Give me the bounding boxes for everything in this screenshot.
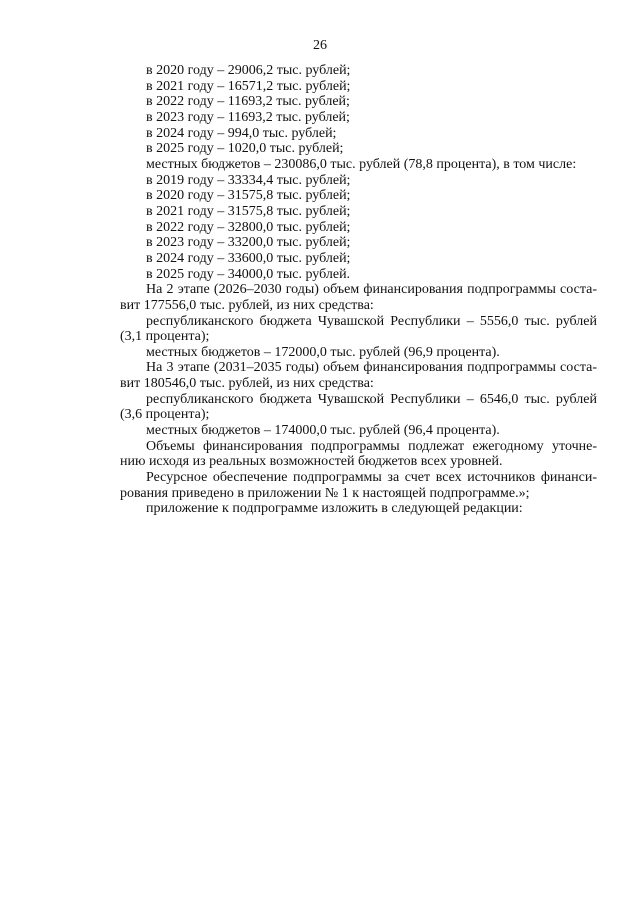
text-line: в 2021 году – 31575,8 тыс. рублей; — [146, 203, 351, 219]
paragraph-line: приложение к подпрограмме изложить в следующей редакции: — [146, 501, 523, 517]
paragraph-line: рования приведено в приложении № 1 к настоящей подпрограмме.»; — [120, 485, 530, 501]
paragraph-line: местных бюджетов – 172000,0 тыс. рублей (96,9 процента). — [146, 344, 500, 360]
text-line: в 2019 году – 33334,4 тыс. рублей; — [146, 172, 351, 188]
text-line: в 2020 году – 31575,8 тыс. рублей; — [146, 188, 351, 204]
text-line: в 2022 году – 11693,2 тыс. рублей; — [146, 94, 350, 110]
paragraph-line: местных бюджетов – 174000,0 тыс. рублей (96,4 процента). — [146, 423, 500, 439]
paragraph-line: Объемы финансирования подпрограммы подлежат ежегодному уточне- — [146, 438, 597, 454]
paragraph-line: вит 180546,0 тыс. рублей, из них средства: — [120, 376, 374, 392]
paragraph-line: (3,1 процента); — [120, 329, 210, 345]
text-line: в 2024 году – 33600,0 тыс. рублей; — [146, 250, 351, 266]
paragraph-line: вит 177556,0 тыс. рублей, из них средства: — [120, 297, 374, 313]
text-line: в 2023 году – 11693,2 тыс. рублей; — [146, 109, 350, 125]
paragraph-line: нию исходя из реальных возможностей бюджетов всех уровней. — [120, 454, 503, 470]
text-line: в 2023 году – 33200,0 тыс. рублей; — [146, 235, 351, 251]
text-line: в 2020 году – 29006,2 тыс. рублей; — [146, 63, 351, 78]
paragraph-line: (3,6 процента); — [120, 407, 210, 423]
text-line: в 2024 году – 994,0 тыс. рублей; — [146, 125, 337, 141]
text-line: в 2025 году – 1020,0 тыс. рублей; — [146, 141, 344, 157]
text-line: в 2021 году – 16571,2 тыс. рублей; — [146, 78, 351, 94]
paragraph-line: На 2 этапе (2026–2030 годы) объем финансирования подпрограммы соста- — [146, 282, 597, 298]
paragraph-line: На 3 этапе (2031–2035 годы) объем финансирования подпрограммы соста- — [146, 360, 597, 376]
text-line: в 2025 году – 34000,0 тыс. рублей. — [146, 266, 351, 282]
text-line: местных бюджетов – 230086,0 тыс. рублей (78,8 процента), в том числе: — [146, 156, 577, 172]
paragraph-line: Ресурсное обеспечение подпрограммы за счет всех источников финанси- — [146, 470, 597, 486]
page-number: 26 — [313, 38, 327, 53]
text-line: в 2022 году – 32800,0 тыс. рублей; — [146, 219, 351, 235]
paragraph-line: республиканского бюджета Чувашской Республики – 6546,0 тыс. рублей — [146, 391, 597, 407]
paragraph-line: республиканского бюджета Чувашской Республики – 5556,0 тыс. рублей — [146, 313, 597, 329]
document-body — [120, 63, 597, 517]
